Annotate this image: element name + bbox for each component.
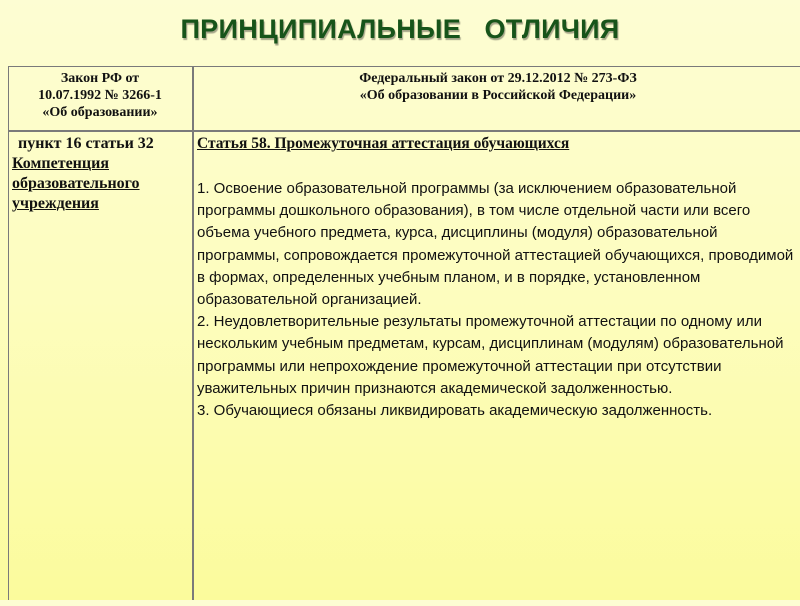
old-law-topic-line1: Компетенция [12,155,109,172]
new-law-article [197,134,795,422]
article-heading: Статья 58. Промежуточная аттестация обучающихся [197,135,570,152]
header-old-law-line1: Закон РФ от [60,71,140,86]
article-paragraph: 3. Обучающиеся обязаны ликвидировать академическую задолженность. [197,402,713,420]
header-new-law-line1: Федеральный закон от 29.12.2012 № 273-ФЗ [359,71,637,86]
table-border-top [8,66,800,67]
table-border-left [8,66,9,600]
slide-title: ПРИНЦИПИАЛЬНЫЕ ОТЛИЧИЯ [180,14,620,44]
header-old-law [10,70,190,121]
header-old-law-line2: 10.07.1992 № 3266-1 [38,88,162,103]
old-law-topic-line2: образовательного [12,175,140,192]
old-law-reference [12,134,192,214]
article-paragraph: 2. Неудовлетворительные результаты промежуточной аттестации по одному или нескольким учебным предметам, курсам, дисциплинам (модулям) образовательной программы или непрохождение промежуточной аттестации при отсутствии уважительных причин признаются академической задолженностью. [197,313,784,397]
table-column-divider [192,66,194,600]
header-new-law [196,70,800,104]
header-old-law-line3: «Об образовании» [42,105,158,120]
old-law-point: пункт 16 статьи 32 [18,135,154,152]
old-law-topic-line3: учреждения [12,195,99,212]
article-paragraph: 1. Освоение образовательной программы (за исключением образовательной программы дошкольного образования), в том числе отдельной части или всего объема учебного предмета, курса, дисциплины (модуля) образовательной программы, сопровождается промежуточной аттестацией обучающихся, проводимой в формах, определенных учебным планом, и в порядке, установленном образовательной организацией. [197,180,794,309]
table-header-divider [8,130,800,132]
comparison-table [8,66,800,606]
header-new-law-line2: «Об образовании в Российской Федерации» [359,88,637,103]
